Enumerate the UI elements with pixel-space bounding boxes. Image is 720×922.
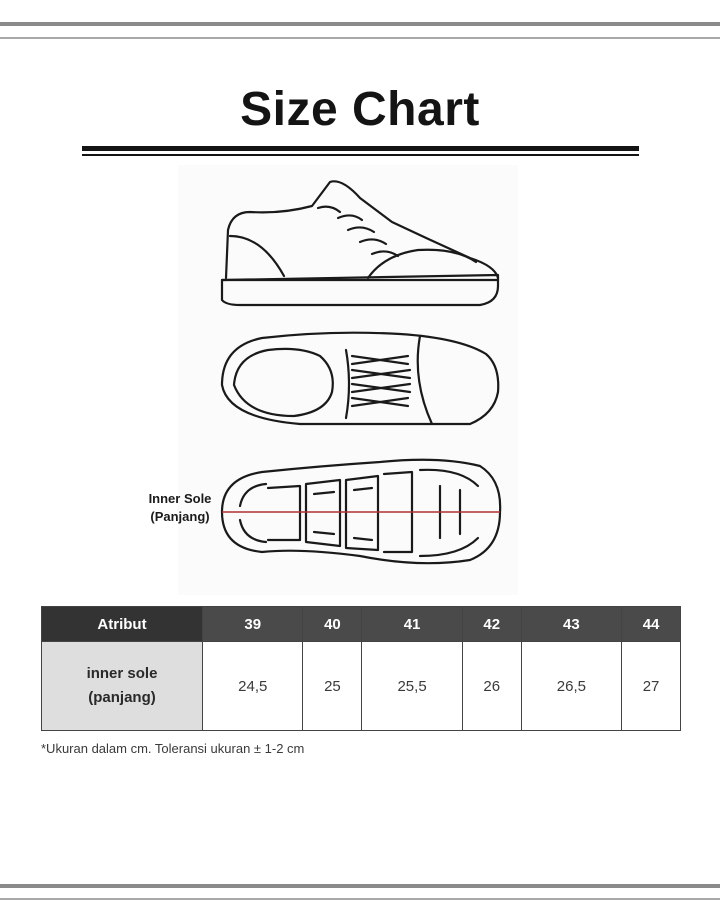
value-41: 25,5 <box>362 642 462 731</box>
row-label-line1: inner sole <box>86 665 158 682</box>
header-size-44: 44 <box>622 607 681 642</box>
inner-sole-label: Inner Sole <box>148 491 212 506</box>
header-size-40: 40 <box>303 607 362 642</box>
value-42: 26 <box>462 642 521 731</box>
header-attribute: Atribut <box>42 607 203 642</box>
table-row <box>42 642 681 731</box>
row-label-line2: (panjang) <box>88 689 156 706</box>
shoe-side-view-icon <box>222 181 498 305</box>
row-label <box>42 642 203 731</box>
size-note: *Ukuran dalam cm. Toleransi ukuran ± 1-2 cm <box>41 741 305 756</box>
bottom-border-rule-thin <box>0 898 720 900</box>
header-size-42: 42 <box>462 607 521 642</box>
value-43: 26,5 <box>521 642 621 731</box>
value-40: 25 <box>303 642 362 731</box>
bottom-border-rule <box>0 884 720 888</box>
page-title: Size Chart <box>240 83 480 136</box>
value-39: 24,5 <box>203 642 303 731</box>
inner-sole-sublabel: (Panjang) <box>150 509 210 524</box>
header-size-43: 43 <box>521 607 621 642</box>
value-44: 27 <box>622 642 681 731</box>
header-size-39: 39 <box>203 607 303 642</box>
header-size-41: 41 <box>362 607 462 642</box>
size-table <box>41 606 681 731</box>
table-header-row <box>42 607 681 642</box>
shoe-top-view-icon <box>222 333 498 424</box>
